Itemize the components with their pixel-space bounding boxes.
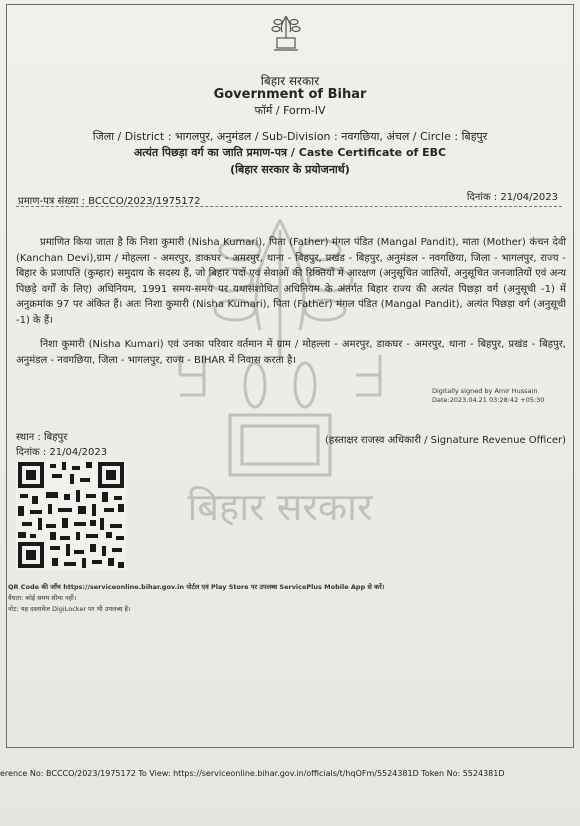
watermark-text: बिहार सरकार xyxy=(187,485,373,529)
qr-verification-note: QR Code की जाँच https://serviceonline.bihar.gov.in पोर्टल एवं Play Store पर उपलब्ध ServicePlus Mobile App से करें। xyxy=(8,583,385,591)
form-label: फॉर्म / Form-IV xyxy=(254,104,326,117)
digital-signature-signer: Digitally signed by Amir Hussain xyxy=(432,387,538,395)
certificate-number: प्रमाण-पत्र संख्या : BCCCO/2023/1975172 xyxy=(18,196,201,207)
place-date-label: दिनांक : 21/04/2023 xyxy=(16,447,108,458)
digital-signature-date: Date:2023.04.21 03:28:42 +05:30 xyxy=(432,396,545,404)
certificate-purpose: (बिहार सरकार के प्रयोजनार्थ) xyxy=(230,163,350,176)
issue-date: दिनांक : 21/04/2023 xyxy=(466,192,558,203)
govt-title-hindi: बिहार सरकार xyxy=(260,74,320,88)
government-emblem-icon xyxy=(268,12,304,56)
certificate-paragraph-1: प्रमाणित किया जाता है कि निशा कुमारी (Nisha Kumari), पिता (Father) मंगल पंडित (Mangal Pandit), माता (Mother) कंचन देवी (Kanchan Devi),ग्राम / मोहल्ला - अमरपुर, डाकघर - अमरपुर, थाना - बिहपुर, प्रखंड - बिहपुर, अनुमंडल - नवगछिया, जिला - भागलपुर, राज्य - बिहार के प्रजापति (कुम्हार) समुदाय के सदस्य हैं, जो बिहार पदों एवं सेवाओं की रिक्तियों में आरक्षण (अनुसूचित जातियों, अनुसूचित जनजातियों एवं अन्य पिछड़े वर्गों के लिए) अधिनियम, 1991 समय-समय पर यथासंशोधित अधिनियम के अंतर्गत बिहार राज्य की अत्यंत पिछड़ा वर्ग (अनुसूची -1) में अनुक्रमांक 97 पर अंकित हैं। अतः निशा कुमारी (Nisha Kumari), पिता (Father) मंगल पंडित (Mangal Pandit), अत्यंत पिछड़ा वर्ग (अनुसूची -1) के हैं। xyxy=(16,237,566,326)
qr-code[interactable] xyxy=(16,460,126,570)
certificate-paragraph-2: निशा कुमारी (Nisha Kumari) एवं उनका परिवार वर्तमान में ग्राम / मोहल्ला - अमरपुर, डाकघर - अमरपुर, थाना - बिहपुर, प्रखंड - बिहपुर, अनुमंडल - नवगछिया, जिला - भागलपुर, राज्य - BIHAR में निवास करता है। xyxy=(16,339,566,366)
signature-officer-label: (हस्ताक्षर राजस्व अधिकारी / Signature Revenue Officer) xyxy=(325,435,566,446)
validity-note: वैधता: कोई समय सीमा नहीं। xyxy=(8,594,77,602)
location-line: जिला / District : भागलपुर, अनुमंडल / Sub-Division : नवगछिया, अंचल / Circle : बिहपुर xyxy=(92,130,488,143)
reference-line: erence No: BCCCO/2023/1975172 To View: https://serviceonline.bihar.gov.in/officials/t/hqOFm/5524381D Token No: 5524381D xyxy=(0,769,505,778)
place-label: स्थान : बिहपुर xyxy=(16,432,68,443)
digilocker-note: नोट: यह दस्तावेज DigiLocker पर भी उपलब्ध है। xyxy=(8,605,131,613)
divider xyxy=(16,206,562,207)
govt-title-english: Government of Bihar xyxy=(213,87,367,102)
digital-signature xyxy=(432,387,544,405)
certificate-title: अत्यंत पिछड़ा वर्ग का जाति प्रमाण-पत्र / Caste Certificate of EBC xyxy=(133,146,447,159)
